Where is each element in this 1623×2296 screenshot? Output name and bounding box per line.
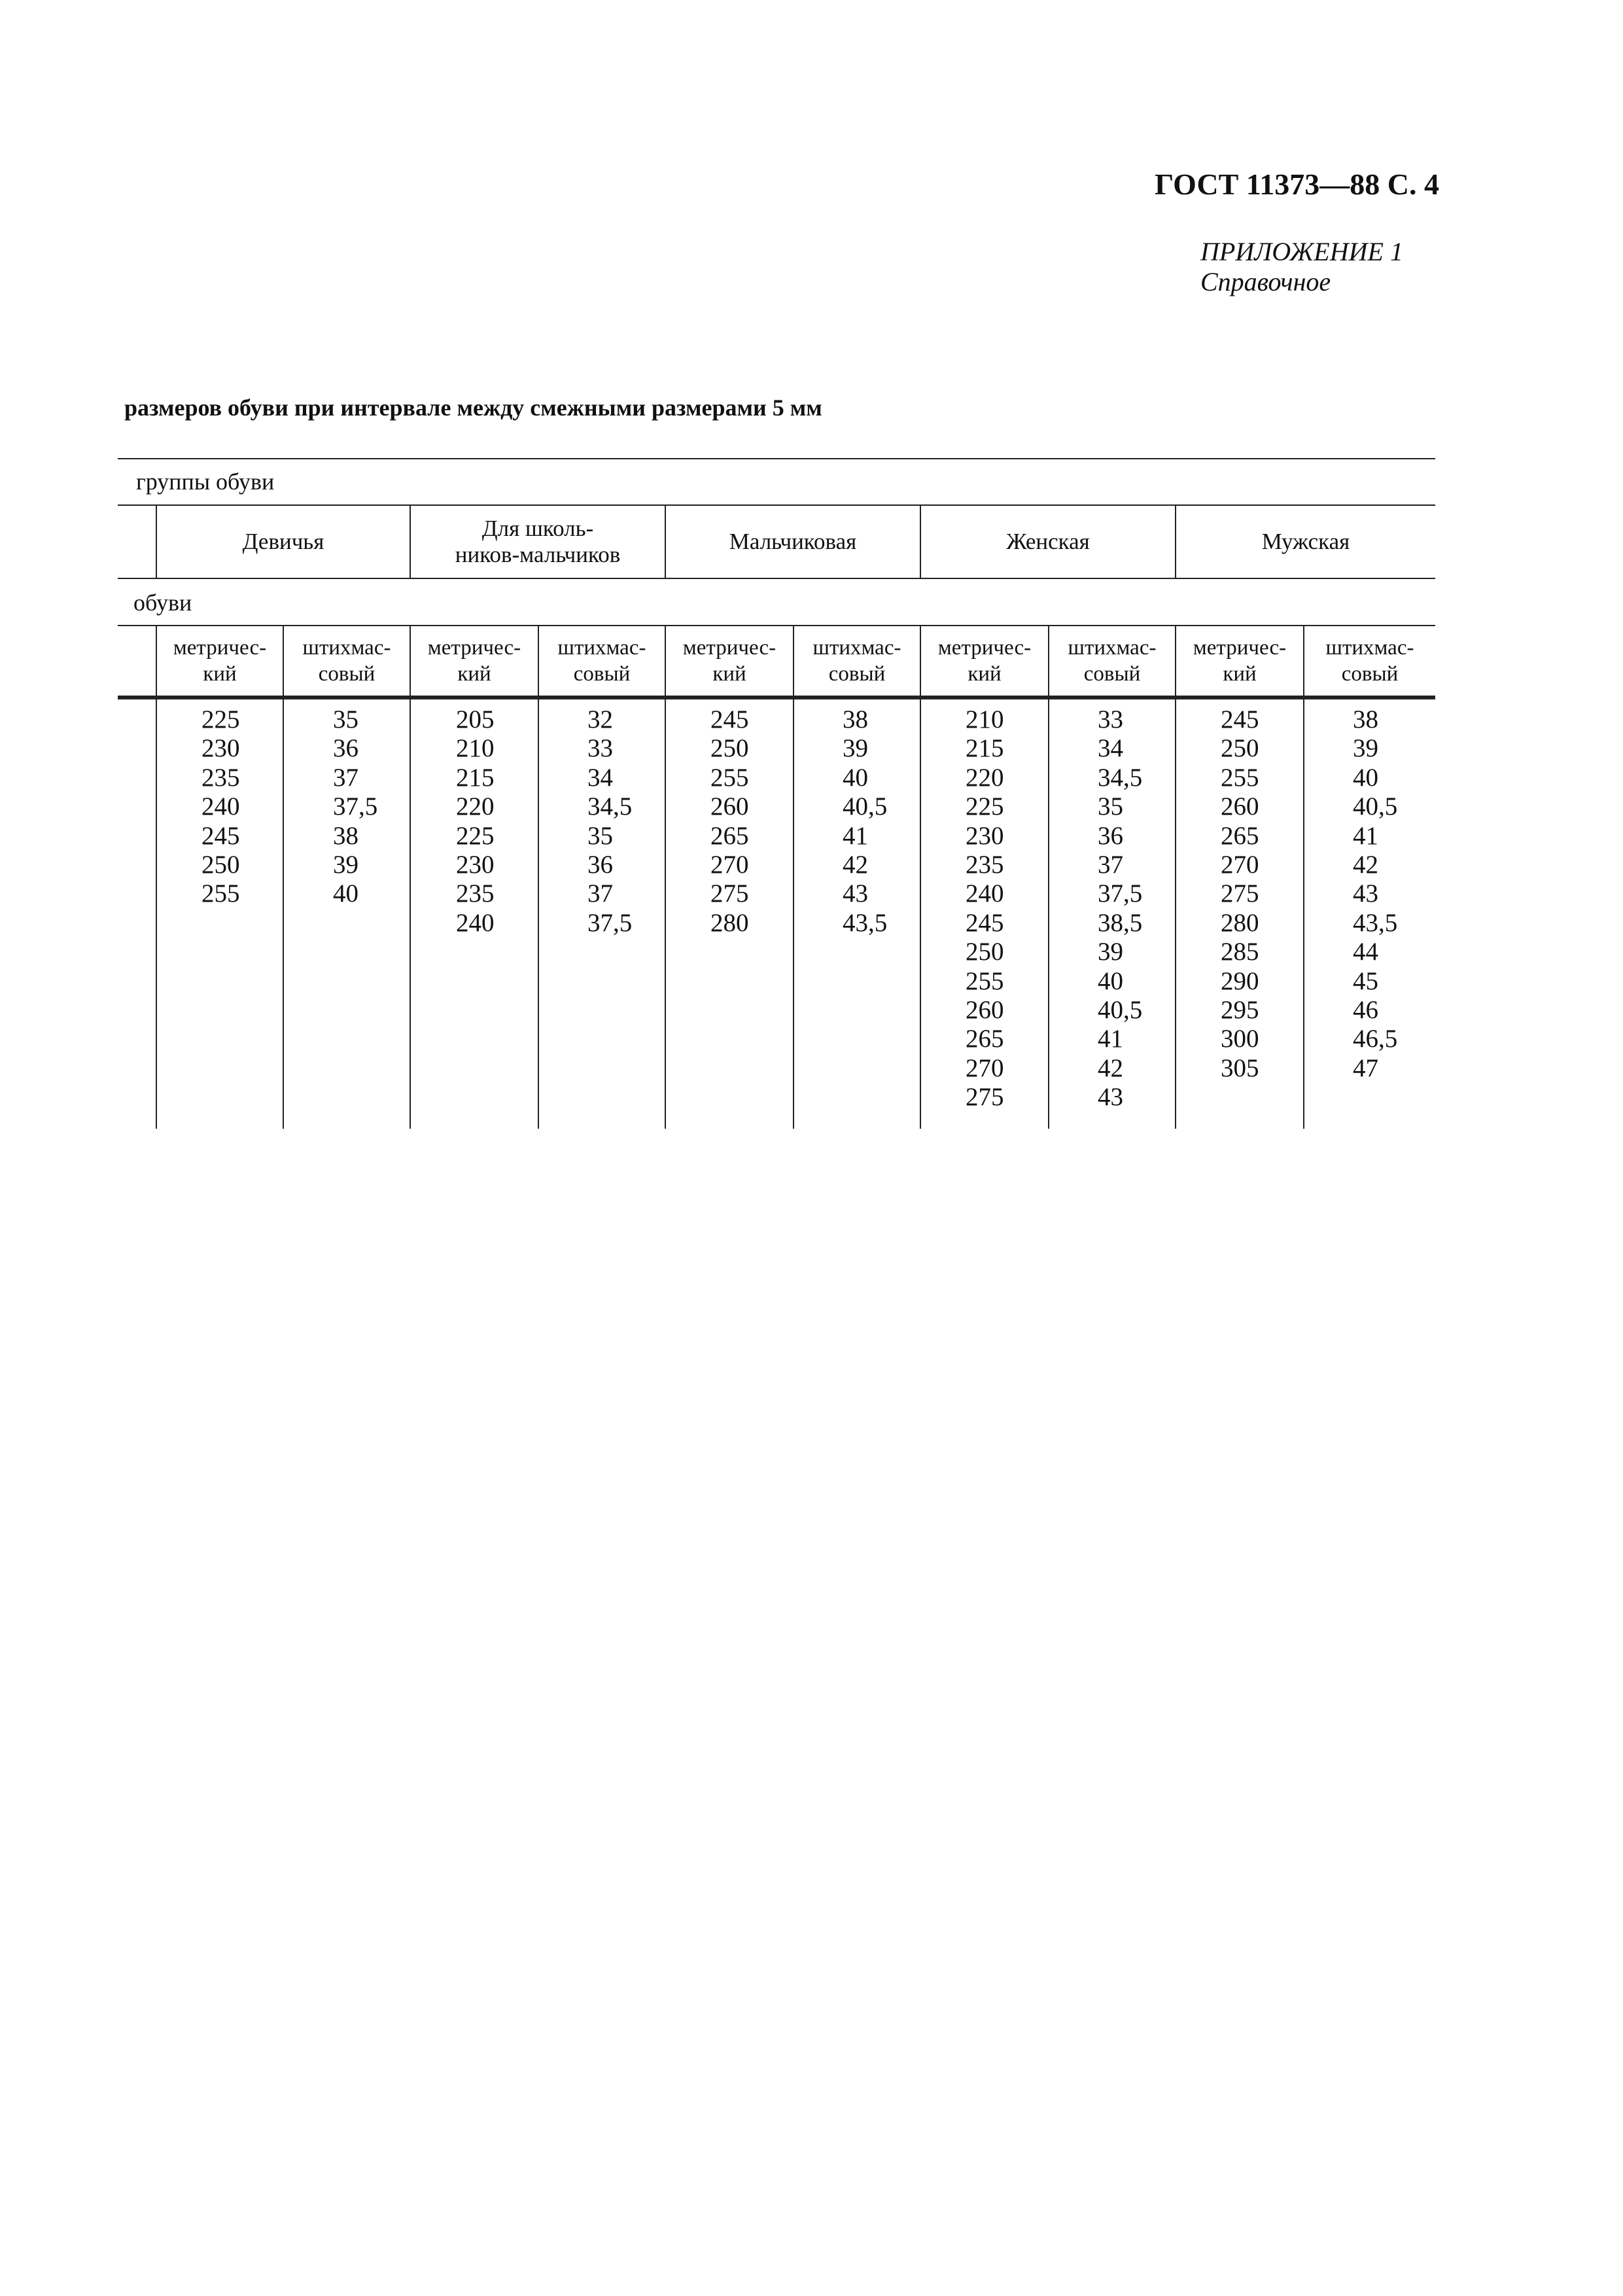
table-cell: 37 — [587, 879, 613, 908]
table-cell: 230 — [456, 851, 495, 879]
appendix-block — [1200, 237, 1593, 297]
table-cell: 42 — [1098, 1053, 1123, 1082]
table-cell: 285 — [1221, 938, 1259, 966]
table-cell: 43 — [1098, 1083, 1123, 1112]
table-cell: 220 — [966, 763, 1004, 792]
table-cell: 43 — [1353, 879, 1378, 908]
group-row-bottom-rule — [118, 578, 1435, 579]
table-cell: 33 — [587, 734, 613, 763]
table-cell: 240 — [966, 879, 1004, 908]
table-cell: 235 — [201, 763, 240, 792]
subheader-stich: штихмас- совый — [1068, 635, 1157, 686]
table-cell: 45 — [1353, 966, 1378, 995]
table-cell: 265 — [1221, 821, 1259, 850]
table-cell: 42 — [1353, 851, 1378, 879]
table-cell: 280 — [710, 908, 749, 937]
table-cell: 275 — [966, 1083, 1004, 1112]
subheader-stich: штихмас- совый — [1325, 635, 1414, 686]
table-cell: 250 — [710, 734, 749, 763]
table-cell: 255 — [710, 763, 749, 792]
table-cell: 34,5 — [587, 792, 633, 821]
table-cell: 205 — [456, 705, 495, 733]
table-cell: 260 — [1221, 792, 1259, 821]
subheader-metric: метричес- кий — [682, 635, 777, 686]
table-cell: 40,5 — [1098, 996, 1143, 1025]
table-cell: 39 — [1098, 938, 1123, 966]
subheader-stich: штихмас- совый — [812, 635, 901, 686]
table-cell: 38,5 — [1098, 908, 1143, 937]
table-cell: 305 — [1221, 1053, 1259, 1082]
subheader-bottom-rule — [118, 696, 1435, 699]
document-header: ГОСТ 11373—88 С. 4 — [1154, 168, 1439, 201]
subheader-stich: штихмас- совый — [302, 635, 391, 686]
table-cell: 38 — [1353, 705, 1378, 733]
group-header-girls: Девичья — [242, 529, 324, 554]
table-cell: 260 — [966, 996, 1004, 1025]
table-cell: 35 — [587, 821, 613, 850]
column-boys-stich — [843, 705, 887, 938]
table-cell: 41 — [1353, 821, 1378, 850]
table-cell: 280 — [1221, 908, 1259, 937]
table-cell: 39 — [333, 851, 358, 879]
table-cell: 265 — [966, 1025, 1004, 1053]
table-top-rule — [118, 458, 1435, 459]
table-cell: 225 — [456, 821, 495, 850]
table-cell: 225 — [966, 792, 1004, 821]
column-divider — [1303, 625, 1304, 1129]
table-cell: 37 — [333, 763, 358, 792]
column-divider — [1175, 625, 1176, 1129]
table-cell: 240 — [456, 908, 495, 937]
table-cell: 38 — [843, 705, 868, 733]
table-cell: 215 — [456, 763, 495, 792]
column-women-metric — [966, 705, 1004, 1112]
group-header-women: Женская — [1006, 529, 1090, 554]
table-cell: 38 — [333, 821, 358, 850]
table-cell: 36 — [587, 851, 613, 879]
table-cell: 37,5 — [587, 908, 633, 937]
column-divider — [410, 625, 411, 1129]
table-cell: 235 — [966, 851, 1004, 879]
table-cell: 245 — [201, 821, 240, 850]
table-cell: 33 — [1098, 705, 1123, 733]
table-cell: 35 — [1098, 792, 1123, 821]
appendix-type: Справочное — [1200, 267, 1331, 296]
subheader-metric: метричес- кий — [1193, 635, 1287, 686]
table-cell: 40 — [843, 763, 868, 792]
table-cell: 35 — [333, 705, 358, 733]
row-label-system: обуви — [133, 590, 192, 616]
table-cell: 46 — [1353, 996, 1378, 1025]
table-title: размеров обуви при интервале между смежными размерами 5 мм — [124, 395, 822, 421]
table-cell: 275 — [710, 879, 749, 908]
column-girls-metric — [201, 705, 240, 909]
table-cell: 215 — [966, 734, 1004, 763]
table-cell: 300 — [1221, 1025, 1259, 1053]
table-cell: 40 — [1098, 966, 1123, 995]
table-cell: 255 — [1221, 763, 1259, 792]
table-cell: 32 — [587, 705, 613, 733]
subheader-metric: метричес- кий — [427, 635, 521, 686]
column-divider — [538, 625, 539, 1129]
column-divider — [283, 625, 284, 1129]
table-cell: 210 — [966, 705, 1004, 733]
table-cell: 39 — [1353, 734, 1378, 763]
table-cell: 270 — [966, 1053, 1004, 1082]
table-cell: 230 — [966, 821, 1004, 850]
table-cell: 46,5 — [1353, 1025, 1398, 1053]
table-cell: 40,5 — [843, 792, 888, 821]
column-divider — [793, 625, 794, 1129]
table-cell: 230 — [201, 734, 240, 763]
table-cell: 270 — [710, 851, 749, 879]
table-cell: 43 — [843, 879, 868, 908]
column-schoolboys-stich — [587, 705, 632, 938]
table-cell: 250 — [201, 851, 240, 879]
table-cell: 235 — [456, 879, 495, 908]
table-cell: 240 — [201, 792, 240, 821]
appendix-label: ПРИЛОЖЕНИЕ 1 — [1200, 237, 1403, 266]
table-cell: 41 — [843, 821, 868, 850]
table-cell: 275 — [1221, 879, 1259, 908]
table-cell: 34 — [587, 763, 613, 792]
table-cell: 37,5 — [333, 792, 378, 821]
subheader-metric: метричес- кий — [937, 635, 1032, 686]
table-cell: 39 — [843, 734, 868, 763]
column-schoolboys-metric — [456, 705, 495, 938]
table-cell: 36 — [333, 734, 358, 763]
table-cell: 42 — [843, 851, 868, 879]
table-cell: 41 — [1098, 1025, 1123, 1053]
group-header-men: Мужская — [1261, 529, 1350, 554]
subheader-stich: штихмас- совый — [557, 635, 646, 686]
column-divider — [665, 625, 666, 1129]
table-cell: 210 — [456, 734, 495, 763]
group-header-schoolboys: Для школь- ников-мальчиков — [455, 516, 621, 567]
column-girls-stich — [333, 705, 377, 909]
table-cell: 245 — [710, 705, 749, 733]
table-cell: 265 — [710, 821, 749, 850]
table-cell: 220 — [456, 792, 495, 821]
table-cell: 34 — [1098, 734, 1123, 763]
table-cell: 40 — [1353, 763, 1378, 792]
table-left-edge — [156, 625, 157, 1129]
table-cell: 40 — [333, 879, 358, 908]
table-cell: 47 — [1353, 1053, 1378, 1082]
table-cell: 43,5 — [1353, 908, 1398, 937]
table-cell: 37,5 — [1098, 879, 1143, 908]
table-cell: 37 — [1098, 851, 1123, 879]
table-cell: 255 — [966, 966, 1004, 995]
table-cell: 34,5 — [1098, 763, 1143, 792]
column-men-metric — [1221, 705, 1259, 1083]
table-cell: 270 — [1221, 851, 1259, 879]
column-divider — [920, 625, 921, 1129]
column-men-stich — [1353, 705, 1397, 1083]
table-cell: 290 — [1221, 966, 1259, 995]
row-label-group: группы обуви — [136, 468, 275, 495]
table-cell: 245 — [966, 908, 1004, 937]
table-cell: 255 — [201, 879, 240, 908]
table-cell: 245 — [1221, 705, 1259, 733]
table-cell: 44 — [1353, 938, 1378, 966]
table-cell: 250 — [1221, 734, 1259, 763]
table-cell: 43,5 — [843, 908, 888, 937]
table-cell: 295 — [1221, 996, 1259, 1025]
table-cell: 260 — [710, 792, 749, 821]
column-divider — [1048, 625, 1049, 1129]
column-boys-metric — [710, 705, 749, 938]
table-cell: 40,5 — [1353, 792, 1398, 821]
table-cell: 225 — [201, 705, 240, 733]
table-cell: 250 — [966, 938, 1004, 966]
column-women-stich — [1098, 705, 1142, 1112]
subheader-metric: метричес- кий — [173, 635, 267, 686]
group-header-boys: Мальчиковая — [729, 529, 857, 554]
table-cell: 36 — [1098, 821, 1123, 850]
